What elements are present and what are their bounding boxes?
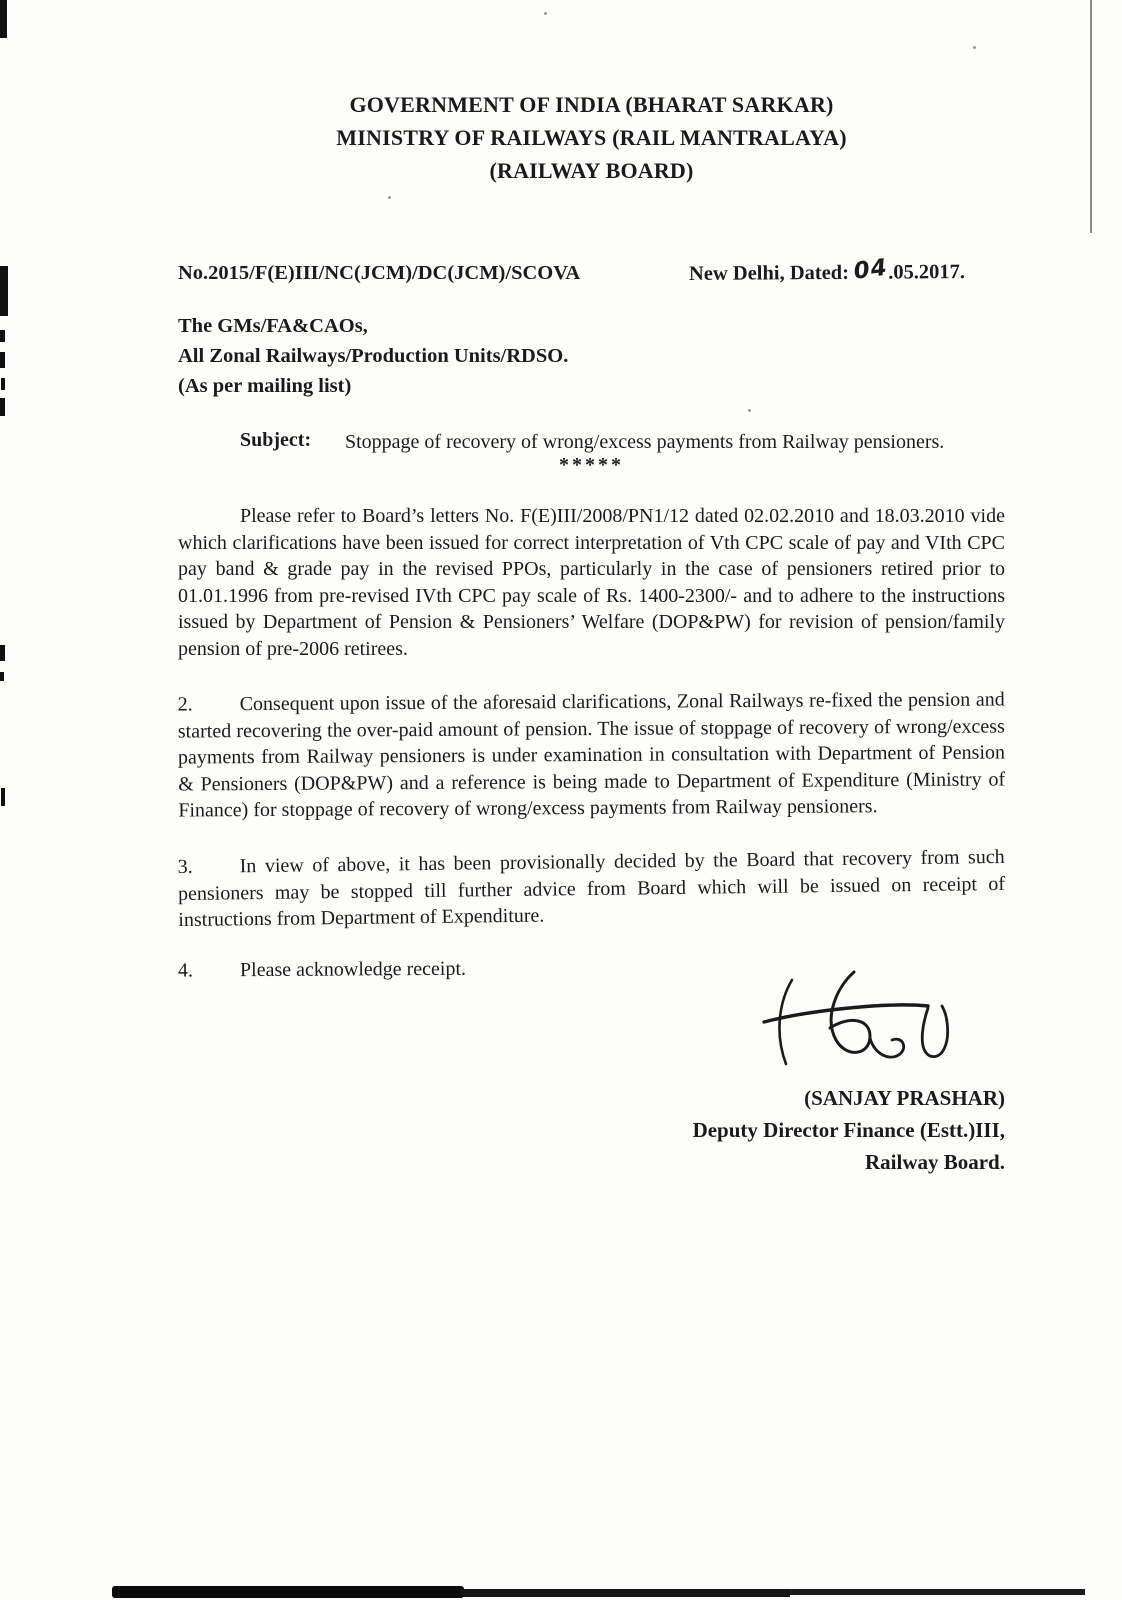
scan-artifact — [0, 330, 5, 342]
scan-artifact — [0, 645, 5, 661]
scan-artifact — [1090, 0, 1092, 233]
subject-block — [240, 429, 1005, 456]
addressee-line-2: All Zonal Railways/Production Units/RDSO. — [178, 345, 569, 367]
letterhead — [178, 88, 1005, 187]
date-line — [688, 254, 966, 286]
handwritten-date: 04 — [852, 254, 890, 285]
signatory-name: (SANJAY PRASHAR) — [804, 1085, 1005, 1110]
separator-stars: ***** — [559, 454, 624, 476]
paragraph-2-text: Consequent upon issue of the aforesaid clarifications, Zonal Railways re-fixed the pension and started recovering the over-paid amount of pension. The issue of stoppage of recovery of wrong/excess payments from Railway pensioners is under examination in consultation with Department of Pension & Pensioners (DOP&PW) and a reference is being made to Department of Expenditure (Ministry of Finance) for stoppage of recovery of wrong/excess payments from Railway pensioners. — [177, 688, 1006, 822]
reference-row — [178, 254, 1005, 285]
letterhead-line-3: (RAILWAY BOARD) — [489, 158, 694, 183]
paragraph-1 — [178, 503, 1005, 662]
subject-text: Stoppage of recovery of wrong/excess payments from Railway pensioners. — [345, 431, 945, 453]
scan-artifact — [112, 1586, 464, 1598]
signature-area — [178, 982, 1005, 1082]
scan-artifact — [0, 672, 4, 681]
scan-speck — [388, 196, 391, 199]
scan-artifact — [0, 266, 8, 316]
paragraph-3-text: In view of above, it has been provisionally decided by the Board that recovery from such pensioners may be stopped till further advice from Board which will be issued on receipt of instructions from Department of Expenditure. — [177, 845, 1006, 931]
date-label: New Delhi, Dated: — [688, 261, 855, 285]
scan-artifact — [0, 352, 5, 368]
signature-scribble-icon — [758, 966, 963, 1084]
paragraph-4-text: Please acknowledge receipt. — [239, 957, 467, 982]
letterhead-line-1: GOVERNMENT OF INDIA (BHARAT SARKAR) — [349, 92, 834, 117]
scan-speck — [544, 12, 547, 15]
paragraph-4-number: 4. — [177, 959, 194, 982]
scan-artifact — [1, 788, 5, 806]
letterhead-line-2: MINISTRY OF RAILWAYS (RAIL MANTRALAYA) — [336, 125, 847, 150]
date-printed: .05.2017. — [888, 261, 966, 284]
paragraph-2-number: 2. — [177, 693, 193, 716]
reference-number: No.2015/F(E)III/NC(JCM)/DC(JCM)/SCOVA — [178, 262, 581, 284]
paragraph-3 — [178, 843, 1006, 933]
scan-artifact — [1, 378, 5, 390]
scan-artifact — [0, 0, 7, 38]
scan-artifact — [0, 398, 5, 416]
subject-label: Subject: — [240, 429, 312, 451]
addressee-block — [178, 311, 1005, 401]
addressee-line-1: The GMs/FA&CAOs, — [178, 315, 368, 337]
scan-speck — [748, 409, 751, 412]
scan-speck — [973, 46, 976, 49]
paragraph-3-number: 3. — [177, 855, 193, 878]
addressee-line-3: (As per mailing list) — [178, 375, 352, 397]
signatory-block — [178, 1082, 1005, 1178]
scan-artifact — [460, 1589, 790, 1597]
signatory-organization: Railway Board. — [864, 1149, 1005, 1174]
paragraph-1-text: Please refer to Board’s letters No. F(E)III/2008/PN1/12 dated 02.02.2010 and 18.03.2010 vide which clarifications have been issued for correct interpretation of Vth CPC scale of pay and VIth CPC pay band & grade pay in the revised PPOs, particularly in the case of pensioners retired prior to 01.01.1996 from pre-revised IVth CPC pay scale of Rs. 1400-2300/- and to adhere to the instructions issued by Department of Pension & Pensioners’ Welfare (DOP&PW) for revision of pension/family pension of pre-2006 retirees. — [178, 505, 1005, 660]
paragraph-2 — [178, 686, 1006, 824]
signatory-title: Deputy Director Finance (Estt.)III, — [692, 1117, 1005, 1142]
